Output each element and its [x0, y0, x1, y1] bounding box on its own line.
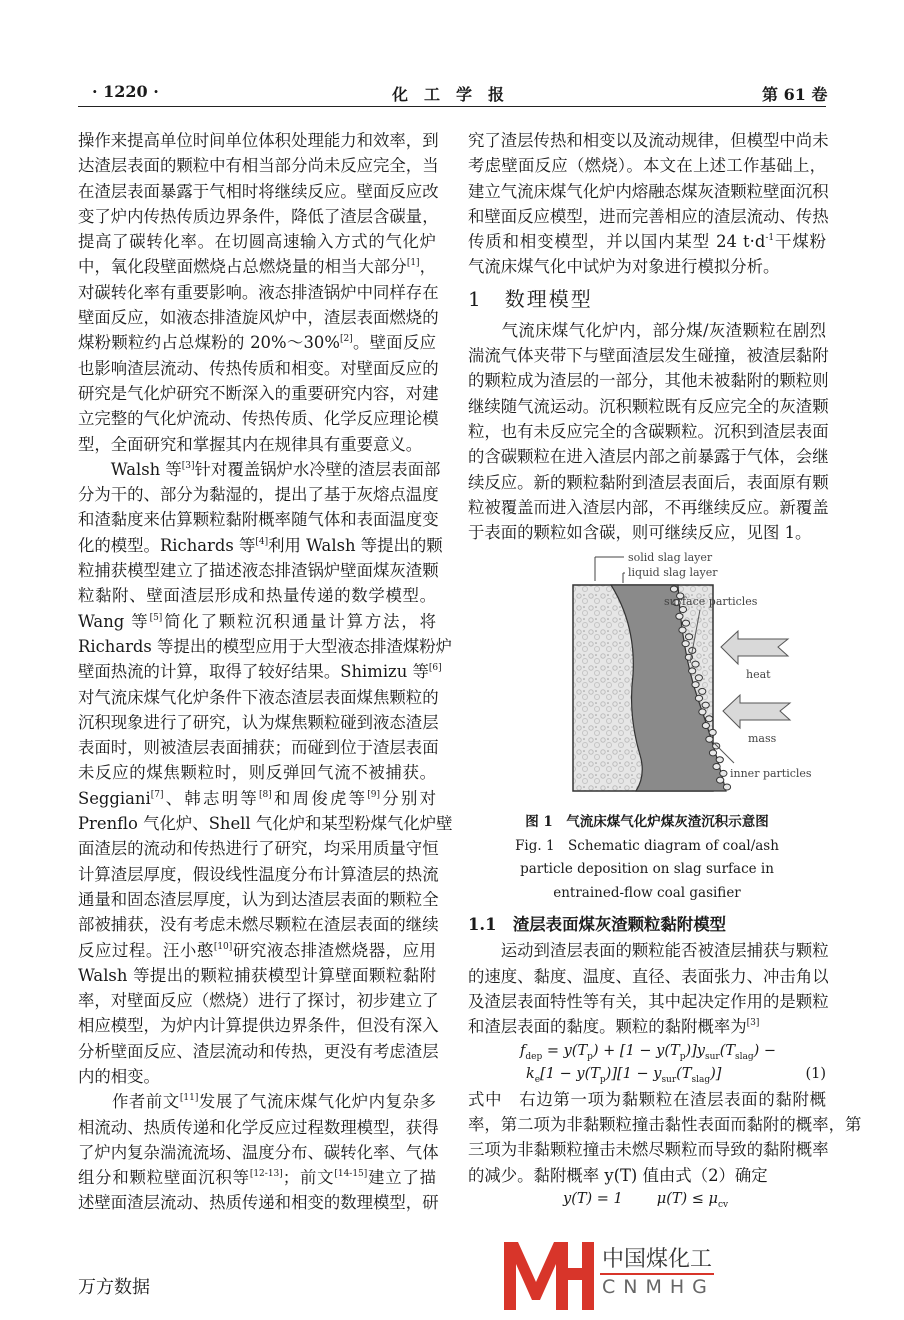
heat-arrow-icon: [721, 631, 788, 664]
equation-number: (1): [805, 1066, 826, 1083]
watermark: [500, 1238, 830, 1314]
text-line: 对碳转化率有重要影响。液态排渣锅炉中同样存在: [78, 282, 439, 302]
particle: [706, 716, 713, 722]
text-line: 究了渣层传热和相变以及流动规律，但模型中尚未: [468, 131, 829, 150]
text-line: 型，全面研究和掌握其内在规律具有重要意义。: [78, 434, 423, 454]
journal-title: 化 工 学 报: [392, 85, 505, 104]
particle: [679, 627, 686, 633]
text-line: 建立气流床煤气化炉内熔融态煤灰渣颗粒壁面沉积: [468, 181, 829, 201]
watermark-text-en: CNMHG: [602, 1276, 715, 1298]
text-line: 粒，也有未反应完全的含碳颗粒。沉积到渣层表面: [468, 421, 829, 441]
text-line: 率，对壁面反应（燃烧）进行了探讨，初步建立了: [78, 991, 439, 1011]
intro-paragraph: [468, 128, 829, 280]
right-column: [468, 128, 862, 1211]
particle: [692, 662, 699, 668]
text-line: 于表面的颗粒如含碳，则可继续反应，见图 1。: [468, 523, 812, 543]
watermark-text-cn: 中国煤化工: [600, 1242, 714, 1275]
section-heading: 1 数理模型: [468, 286, 593, 311]
particle: [695, 696, 702, 702]
text-line: 计算渣层厚度，假设线性温度分布计算渣层的热流: [78, 864, 439, 884]
text-line: 相流动、热质传递和化学反应过程数理模型，获得: [78, 1117, 439, 1137]
particle: [699, 709, 706, 715]
header-rule: [78, 106, 826, 107]
text-line: 粒黏附、壁面渣层形成和热量传递的数学模型。: [78, 586, 436, 606]
text-line: 和壁面反应模型，进而完善相应的渣层流动、传热: [468, 206, 829, 226]
subsection-paragraph: [468, 938, 829, 1039]
inner-particles-label: inner particles: [730, 767, 812, 781]
text-line: 运动到渣层表面的颗粒能否被渣层捕获与颗粒: [468, 941, 829, 961]
equation-2-right: $\mu(T) \le \mu_{cv}$: [656, 1190, 729, 1210]
text-line: 气流床煤气化炉内，部分煤/灰渣颗粒在剧烈: [468, 320, 826, 340]
text-line: Seggiani[7]、韩志明等[8]和周俊虎等[9]分别对: [78, 788, 437, 808]
text-line: 的速度、黏度、温度、直径、表面张力、冲击角以: [468, 966, 829, 986]
mass-label: mass: [748, 732, 777, 746]
particle: [695, 675, 702, 681]
text-line: 的减少。黏附概率 y(T) 值由式（2）确定: [468, 1165, 768, 1185]
equation-2: [468, 1188, 826, 1212]
equation-2-left: y(T) = 1: [563, 1190, 623, 1207]
text-line: 传质和相变模型，并以国内某型 24 $t\cdot d^{-1}$干煤粉: [468, 232, 826, 252]
text-line: 立完整的气化炉流动、传热传质、化学反应理论模: [78, 409, 439, 429]
particle: [716, 757, 723, 763]
text-line: 气流床煤气化中试炉为对象进行模拟分析。: [468, 257, 780, 277]
text-line: 煤粉颗粒约占总煤粉的 20%～30%[2]。壁面反应: [78, 333, 437, 353]
text-line: 组分和颗粒壁面沉积等[12-13]；前文[14-15]建立了描: [78, 1168, 437, 1188]
slag-deposition-diagram: [468, 545, 826, 811]
text-line: 表面时，则被渣层表面捕获；而碰到位于渣层表面: [78, 738, 439, 758]
text-line: 粒捕获模型建立了描述液态排渣锅炉壁面煤灰渣颗: [78, 561, 439, 581]
particle: [689, 668, 696, 674]
particle: [717, 778, 724, 784]
text-line: 率，第二项为非黏颗粒撞击黏性表面而黏附的概率，第: [468, 1114, 862, 1134]
solid-slag-layer-label: solid slag layer: [628, 551, 713, 565]
text-line: 分析壁面反应、渣层流动和传热，更没有考虑渣层: [78, 1041, 439, 1061]
section-paragraph: [468, 318, 829, 546]
text-line: 操作来提高单位时间单位体积处理能力和效率，到: [78, 131, 439, 150]
figure-caption-en: entrained-flow coal gasifier: [553, 884, 741, 901]
text-line: 了炉内复杂湍流流场、温度分布、碳转化率、气体: [78, 1142, 439, 1162]
text-line: 的含碳颗粒在进入渣层内部之前暴露于气体，会继: [468, 447, 829, 467]
particle: [682, 641, 689, 647]
text-line: 也影响渣层流动、传热传质和相变。对壁面反应的: [78, 358, 439, 378]
text-line: 和渣层表面的黏度。颗粒的黏附概率为[3]: [468, 1017, 760, 1037]
text-line: 面渣层的流动和传热进行了研究，均采用质量守恒: [78, 839, 439, 859]
particle: [692, 682, 699, 688]
text-line: 未反应的煤焦颗粒时，则反弹回气流不被捕获。: [78, 763, 436, 783]
text-line: 和渣黏度来估算颗粒黏附概率随气体和表面温度变: [78, 510, 439, 530]
text-line: 作者前文[11]发展了气流床煤气化炉内复杂多: [78, 1092, 437, 1112]
equation-1-line-2: [468, 1063, 826, 1087]
particle: [709, 730, 716, 736]
text-line: 三项为非黏颗粒撞击未燃尽颗粒而导致的黏附概率: [468, 1140, 829, 1160]
text-line: 粒被覆盖而进入渣层内部，不再继续反应。新覆盖: [468, 497, 829, 517]
text-line: 式中 右边第一项为黏颗粒在渣层表面的黏附概: [468, 1089, 826, 1109]
text-line: 继续随气流运动。沉积颗粒既有反应完全的灰渣颗: [468, 396, 829, 416]
particle: [720, 771, 727, 777]
mass-arrow-icon: [723, 695, 790, 728]
liquid-slag-layer-label: liquid slag layer: [628, 566, 718, 580]
figure-caption-en: particle deposition on slag surface in: [520, 861, 774, 878]
text-line: 达渣层表面的颗粒中有相当部分尚未反应完全，当: [78, 156, 439, 176]
equation-1-line-1: $f_{dep} = y(T_p) + [1 - y(T_p)]y_{sur}(T_{slag})$ −: [520, 1042, 777, 1062]
text-line: 的颗粒成为渣层的一部分，其他未被黏附的颗粒则: [468, 371, 829, 391]
figure-1: [468, 545, 826, 811]
page-number: · 1220 ·: [92, 82, 159, 101]
text-line: 对气流床煤气化炉条件下液态渣层表面煤焦颗粒的: [78, 687, 439, 707]
text-line: 通量和固态渣层厚度，认为到达渣层表面的颗粒全: [78, 889, 439, 909]
particle: [702, 723, 709, 729]
particle: [676, 614, 683, 620]
text-line: 沉积现象进行了研究，认为煤焦颗粒碰到液态渣层: [78, 712, 439, 732]
particle: [723, 784, 730, 790]
text-line: 内的相变。: [78, 1066, 160, 1086]
text-line: 在渣层表面暴露于气相时将继续反应。壁面反应改: [78, 181, 439, 201]
text-line: 及渣层表面特性等有关，其中起决定作用的是颗粒: [468, 992, 829, 1012]
text-line: Walsh 等[3]针对覆盖锅炉水冷壁的渣层表面部: [78, 459, 441, 479]
text-line: 续反应。新的颗粒黏附到渣层表面后，表面原有颗: [468, 472, 829, 492]
text-line: 壁面反应，如液态排渣旋风炉中，渣层表面燃烧的: [78, 308, 439, 328]
particle: [685, 634, 692, 640]
heat-label: heat: [746, 668, 771, 682]
left-column: [78, 128, 453, 1216]
text-line: Wang 等[5]简化了颗粒沉积通量计算方法，将: [78, 611, 437, 631]
text-line: 分为干的、部分为黏湿的，提出了基于灰熔点温度: [78, 485, 439, 505]
volume-label: 第 61 卷: [762, 85, 828, 104]
text-line: 反应过程。汪小憨[10]研究液态排渣燃烧器，应用: [78, 940, 437, 960]
particle: [709, 750, 716, 756]
particle: [702, 703, 709, 709]
text-line: 相应模型，为炉内计算提供边界条件，但没有深入: [78, 1016, 439, 1036]
text-line: 提高了碳转化率。在切圆高速输入方式的气化炉: [78, 232, 436, 252]
equation-1-line-2-text: $k_e[1 - y(T_p)][1 - y_{sur}(T_{slag})]$: [526, 1066, 722, 1086]
text-line: 述壁面渣层流动、热质传递和相变的数理模型，研: [78, 1193, 439, 1213]
text-line: 变了炉内传热传质边界条件，降低了渣层含碳量，: [78, 206, 439, 226]
equation-explanation: [468, 1087, 862, 1188]
subsection-heading: 1.1 渣层表面煤灰渣颗粒黏附模型: [468, 915, 726, 935]
figure-caption-cn: 图 1 气流床煤气化炉煤灰渣沉积示意图: [525, 814, 769, 831]
particle: [682, 621, 689, 627]
text-line: 壁面热流的计算，取得了较好结果。Shimizu 等[6]: [78, 662, 442, 682]
figure-caption-en: Fig. 1 Schematic diagram of coal/ash: [515, 837, 779, 854]
text-line: 考虑壁面反应（燃烧）。本文在上述工作基础上，: [468, 156, 826, 176]
particle: [670, 586, 677, 592]
text-line: 部被捕获，没有考虑未燃尽颗粒在渣层表面的继续: [78, 915, 439, 935]
footer-source: 万方数据: [78, 1277, 150, 1298]
text-line: 中，氧化段壁面燃烧占总燃烧量的相当大部分[1]，: [78, 257, 437, 277]
particle: [713, 764, 720, 770]
text-line: Richards 等提出的模型应用于大型液态排渣煤粉炉: [78, 636, 453, 656]
text-line: 化的模型。Richards 等[4]利用 Walsh 等提出的颗: [78, 535, 443, 555]
surface-particles-label: surface particles: [664, 595, 758, 609]
particle: [699, 689, 706, 695]
text-line: 研究是气化炉研究不断深入的重要研究内容，对建: [78, 383, 439, 403]
watermark-logo-icon: [500, 1238, 596, 1314]
text-line: Prenflo 气化炉、Shell 气化炉和某型粉煤气化炉壁: [78, 814, 453, 834]
text-line: 湍流气体夹带下与壁面渣层发生碰撞，被渣层黏附: [468, 346, 829, 366]
text-line: Walsh 等提出的颗粒捕获模型计算壁面颗粒黏附: [78, 965, 436, 985]
